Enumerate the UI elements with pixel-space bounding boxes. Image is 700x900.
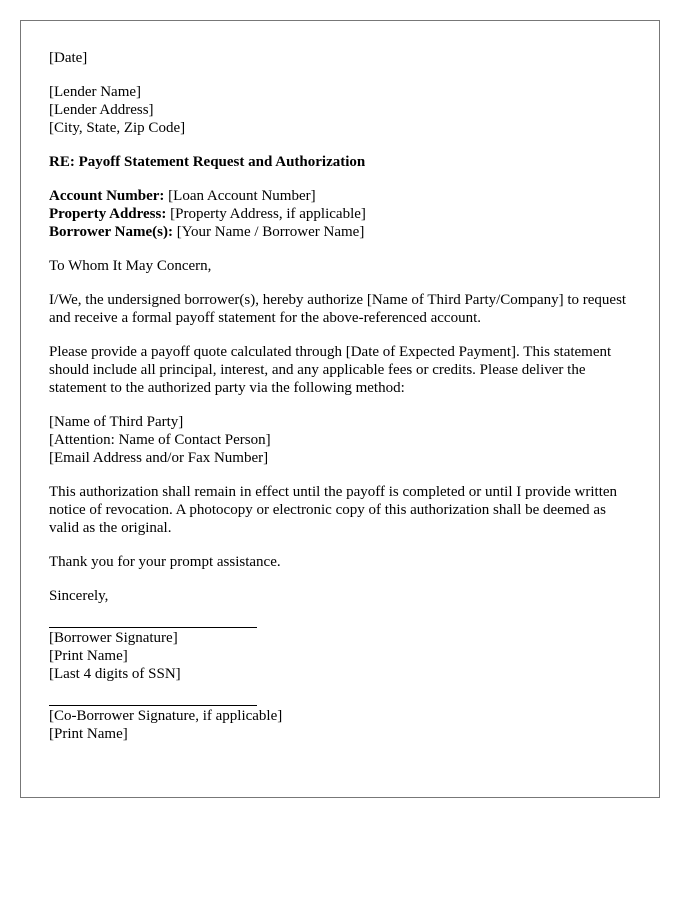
subject-block bbox=[49, 153, 639, 171]
property-address-value: [Property Address, if applicable] bbox=[166, 206, 366, 222]
third-party-attention: [Attention: Name of Contact Person] bbox=[49, 432, 271, 448]
closing-line: Sincerely, bbox=[49, 588, 109, 604]
borrower-print-name: [Print Name] bbox=[49, 648, 128, 664]
payoff-request-paragraph: Please provide a payoff quote calculated through [Date of Expected Payment]. This statement should include all principal, interest, and any applicable fees or credits. Please deliver the statement to the authorized party via the following method: bbox=[49, 344, 612, 396]
letter-date: [Date] bbox=[49, 50, 88, 66]
subject-line: RE: Payoff Statement Request and Authorization bbox=[49, 154, 366, 170]
borrower-signature-label: [Borrower Signature] bbox=[49, 630, 178, 646]
validity-paragraph: This authorization shall remain in effect until the payoff is completed or until I provide written notice of revocation. A photocopy or electronic copy of this authorization shall be deemed as valid as the original. bbox=[49, 484, 618, 536]
borrower-names-row bbox=[49, 223, 639, 241]
property-address-row bbox=[49, 205, 639, 223]
coborrower-print-name: [Print Name] bbox=[49, 726, 128, 742]
signature-space bbox=[49, 605, 639, 627]
thanks-block bbox=[49, 553, 639, 571]
lender-address-block bbox=[49, 83, 639, 137]
letter-page bbox=[20, 20, 660, 798]
salutation: To Whom It May Concern, bbox=[49, 258, 212, 274]
authorization-paragraph: I/We, the undersigned borrower(s), hereby authorize [Name of Third Party/Company] to request and receive a formal payoff statement for the above-referenced account. bbox=[49, 292, 627, 326]
coborrower-signature-space bbox=[49, 683, 639, 705]
lender-name: [Lender Name] bbox=[49, 84, 142, 100]
lender-city-state-zip: [City, State, Zip Code] bbox=[49, 120, 186, 136]
borrower-names-value: [Your Name / Borrower Name] bbox=[172, 224, 365, 240]
coborrower-signature-label: [Co-Borrower Signature, if applicable] bbox=[49, 708, 283, 724]
coborrower-signature-block bbox=[49, 707, 639, 743]
third-party-block bbox=[49, 413, 639, 467]
third-party-name: [Name of Third Party] bbox=[49, 414, 184, 430]
account-number-row bbox=[49, 187, 639, 205]
closing-block bbox=[49, 587, 639, 605]
letter-body bbox=[49, 49, 639, 743]
account-info-block bbox=[49, 187, 639, 241]
property-address-label: Property Address: bbox=[49, 206, 167, 222]
third-party-contact: [Email Address and/or Fax Number] bbox=[49, 450, 269, 466]
thanks-line: Thank you for your prompt assistance. bbox=[49, 554, 281, 570]
account-number-value: [Loan Account Number] bbox=[164, 188, 316, 204]
borrower-signature-line bbox=[49, 627, 257, 628]
borrower-names-label: Borrower Name(s): bbox=[49, 224, 173, 240]
account-number-label: Account Number: bbox=[49, 188, 165, 204]
coborrower-signature-line bbox=[49, 705, 257, 706]
date-block bbox=[49, 49, 639, 67]
borrower-signature-block bbox=[49, 629, 639, 683]
borrower-ssn: [Last 4 digits of SSN] bbox=[49, 666, 181, 682]
lender-address: [Lender Address] bbox=[49, 102, 154, 118]
salutation-block bbox=[49, 257, 639, 275]
